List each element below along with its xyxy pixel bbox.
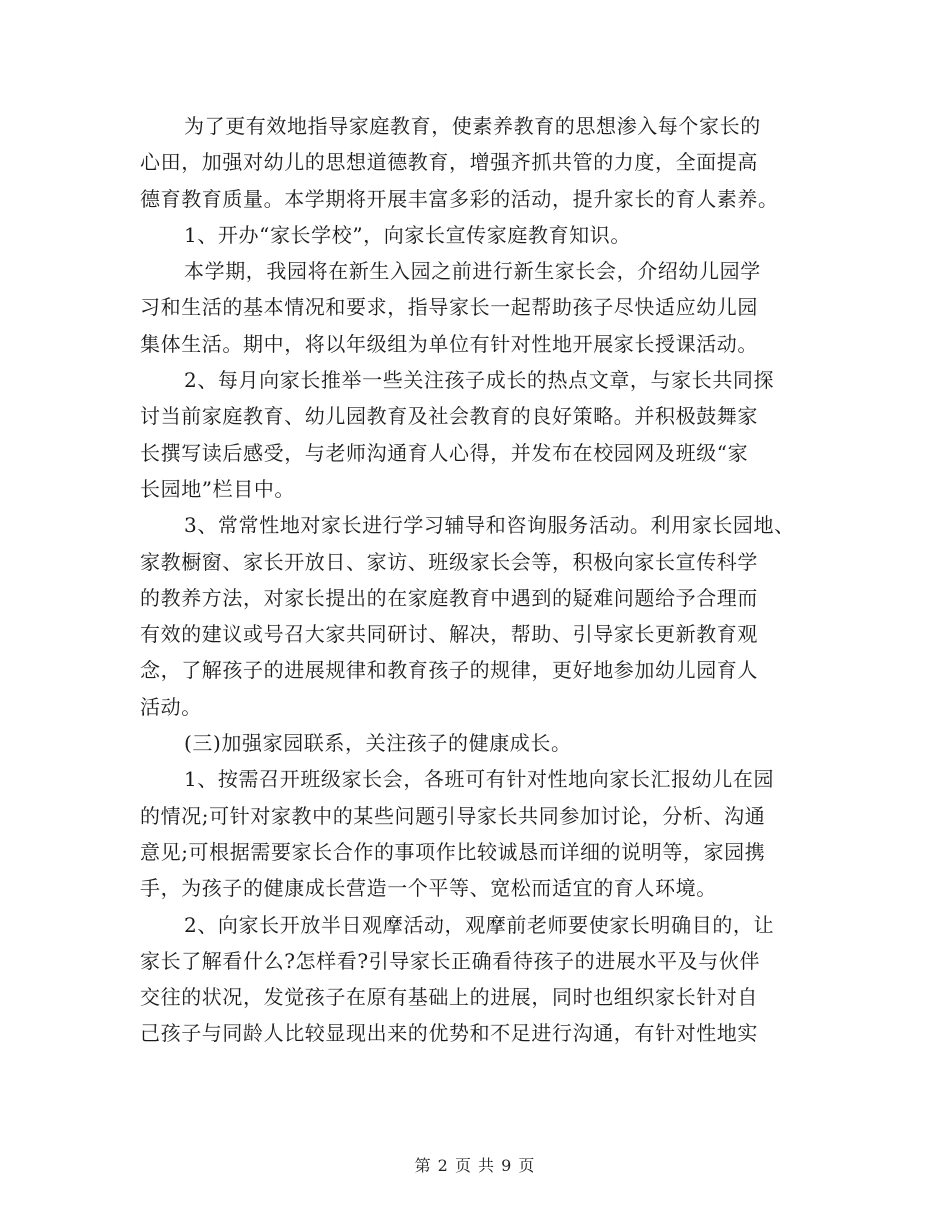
text-line: 有效的建议或号召大家共同研讨、解决，帮助、引导家长更新教育观 xyxy=(140,622,758,647)
text-line: 手，为孩子的健康成长营造一个平等、宽松而适宜的育人环境。 xyxy=(140,876,717,901)
text-line: 长园地”栏目中。 xyxy=(140,476,296,501)
text-line: 讨当前家庭教育、幼儿园教育及社会教育的良好策略。并积极鼓舞家 xyxy=(140,404,758,429)
text-line: 集体生活。期中，将以年级组为单位有针对性地开展家长授课活动。 xyxy=(140,331,758,356)
text-line: 为了更有效地指导家庭教育，使素养教育的思想渗入每个家长的 xyxy=(184,114,761,138)
text-line: 德育教育质量。本学期将开展丰富多彩的活动，提升家长的育人素养。 xyxy=(140,186,779,211)
text-line: 家教橱窗、家长开放日、家访、班级家长会等，积极向家长宣传科学 xyxy=(140,549,758,574)
text-line: 家长了解看什么?怎样看?引导家长正确看待孩子的进展水平及与伙伴 xyxy=(140,948,761,973)
text-line: 的情况;可针对家教中的某些问题引导家长共同参加讨论，分析、沟通 xyxy=(140,803,766,828)
text-line: 3、常常性地对家长进行学习辅导和咨询服务活动。利用家长园地、 xyxy=(184,513,795,538)
text-line: 1、开办“家长学校”，向家长宣传家庭教育知识。 xyxy=(184,222,631,247)
page-footer: 第 2 页 共 9 页 xyxy=(414,1156,536,1175)
text-line: 念，了解孩子的进展规律和教育孩子的规律，更好地参加幼儿园育人 xyxy=(140,658,758,683)
text-line: 意见;可根据需要家长合作的事项作比较诚恳而详细的说明等，家园携 xyxy=(140,839,766,864)
text-line: (三)加强家园联系，关注孩子的健康成长。 xyxy=(184,731,572,756)
text-line: 习和生活的基本情况和要求，指导家长一起帮助孩子尽快适应幼儿园 xyxy=(140,295,758,320)
text-line: 长撰写读后感受，与老师沟通育人心得，并发布在校园网及班级“家 xyxy=(140,440,749,465)
text-line: 交往的状况，发觉孩子在原有基础上的进展，同时也组织家长针对自 xyxy=(140,985,758,1010)
text-line: 本学期，我园将在新生入园之前进行新生家长会，介绍幼儿园学 xyxy=(184,259,761,284)
text-line: 2、每月向家长推举一些关注孩子成长的热点文章，与家长共同探 xyxy=(184,368,775,393)
text-line: 心田，加强对幼儿的思想道德教育，增强齐抓共管的力度，全面提高 xyxy=(140,150,758,175)
text-line: 活动。 xyxy=(140,694,202,719)
body-text xyxy=(140,108,820,1052)
text-line: 的教养方法，对家长提出的在家庭教育中遇到的疑难问题给予合理而 xyxy=(140,585,758,610)
text-line: 1、按需召开班级家长会，各班可有针对性地向家长汇报幼儿在园 xyxy=(184,767,775,792)
text-line: 己孩子与同龄人比较显现出来的优势和不足进行沟通，有针对性地实 xyxy=(140,1021,758,1046)
text-line: 2、向家长开放半日观摩活动，观摩前老师要使家长明确目的，让 xyxy=(184,912,775,937)
